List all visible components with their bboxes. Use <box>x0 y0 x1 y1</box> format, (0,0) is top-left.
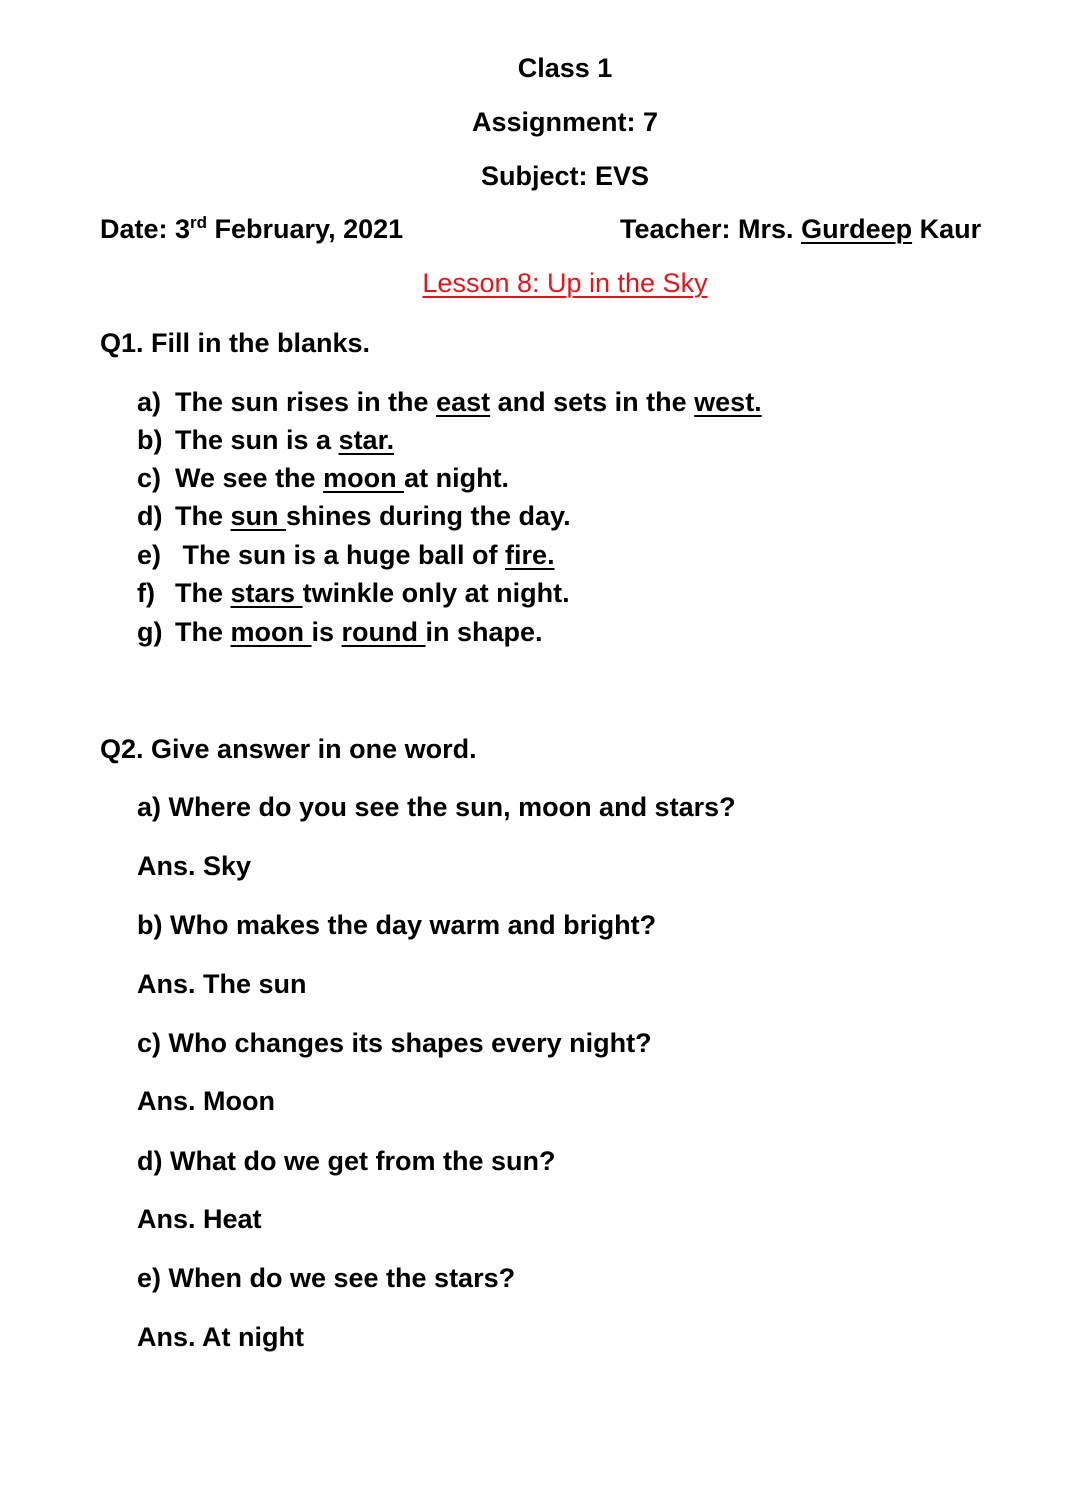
blank-answer: west. <box>694 387 762 417</box>
blank-answer: east <box>436 387 491 417</box>
q1-item-a <box>137 386 762 418</box>
q1-item-c <box>137 462 509 494</box>
class-heading: Class 1 <box>517 53 613 83</box>
lesson-title: Lesson 8: Up in the Sky <box>422 268 708 298</box>
item-label: a) <box>137 387 162 417</box>
q2-answer-a: Ans. Sky <box>137 851 252 881</box>
blank-answer: fire. <box>505 540 555 570</box>
blank-answer: moon <box>323 463 405 493</box>
item-label: d) <box>137 501 163 531</box>
teacher-line <box>620 213 981 245</box>
subject-heading: Subject: EVS <box>480 161 650 191</box>
item-text: shines during the day. <box>286 501 571 531</box>
teacher-prefix: Teacher: Mrs. <box>620 214 802 244</box>
date-suffix: February, 2021 <box>207 214 404 244</box>
q2-question-a: a) Where do you see the sun, moon and stars? <box>137 792 736 822</box>
date-prefix: Date: 3 <box>100 214 191 244</box>
blank-answer: sun <box>230 501 287 531</box>
q2-question-e: e) When do we see the stars? <box>137 1263 516 1293</box>
lesson-title-wrap <box>0 267 1080 299</box>
item-text: at night. <box>404 463 510 493</box>
q2-answer-d: Ans. Heat <box>137 1204 262 1234</box>
q2-title: Q2. Give answer in one word. <box>100 734 477 764</box>
q1-item-d <box>137 500 571 532</box>
assignment-heading: Assignment: 7 <box>471 107 659 137</box>
item-text: We see the <box>175 463 324 493</box>
item-label: f) <box>137 578 155 608</box>
q2-question-b: b) Who makes the day warm and bright? <box>137 910 657 940</box>
item-label: b) <box>137 425 163 455</box>
item-label: e) <box>137 540 162 570</box>
blank-answer: round <box>341 617 426 647</box>
blank-answer: moon <box>230 617 312 647</box>
q1-item-b <box>137 424 394 456</box>
q1-title: Q1. Fill in the blanks. <box>100 328 371 358</box>
item-text: The <box>175 617 231 647</box>
q2-answer-e: Ans. At night <box>137 1322 304 1352</box>
item-label: c) <box>137 463 162 493</box>
item-text: The sun is a huge ball of <box>175 540 506 570</box>
item-text: and sets in the <box>490 387 695 417</box>
item-text: The <box>175 578 231 608</box>
blank-answer: star. <box>338 425 395 455</box>
item-text: The <box>175 501 231 531</box>
q1-item-g <box>137 616 543 648</box>
item-text: is <box>311 617 342 647</box>
q2-question-d: d) What do we get from the sun? <box>137 1146 556 1176</box>
q1-item-f <box>137 577 570 609</box>
item-label: g) <box>137 617 163 647</box>
item-text: The sun is a <box>175 425 339 455</box>
item-text: twinkle only at night. <box>302 578 570 608</box>
teacher-last-name: Kaur <box>912 214 982 244</box>
q2-answer-c: Ans. Moon <box>137 1086 275 1116</box>
q2-question-c: c) Who changes its shapes every night? <box>137 1028 652 1058</box>
item-text: The sun rises in the <box>175 387 437 417</box>
date-superscript: rd <box>190 213 208 232</box>
q1-item-e <box>137 539 555 571</box>
date-line <box>100 213 403 245</box>
blank-answer: stars <box>230 578 303 608</box>
teacher-first-name: Gurdeep <box>801 214 913 244</box>
q2-answer-b: Ans. The sun <box>137 969 307 999</box>
item-text: in shape. <box>425 617 543 647</box>
